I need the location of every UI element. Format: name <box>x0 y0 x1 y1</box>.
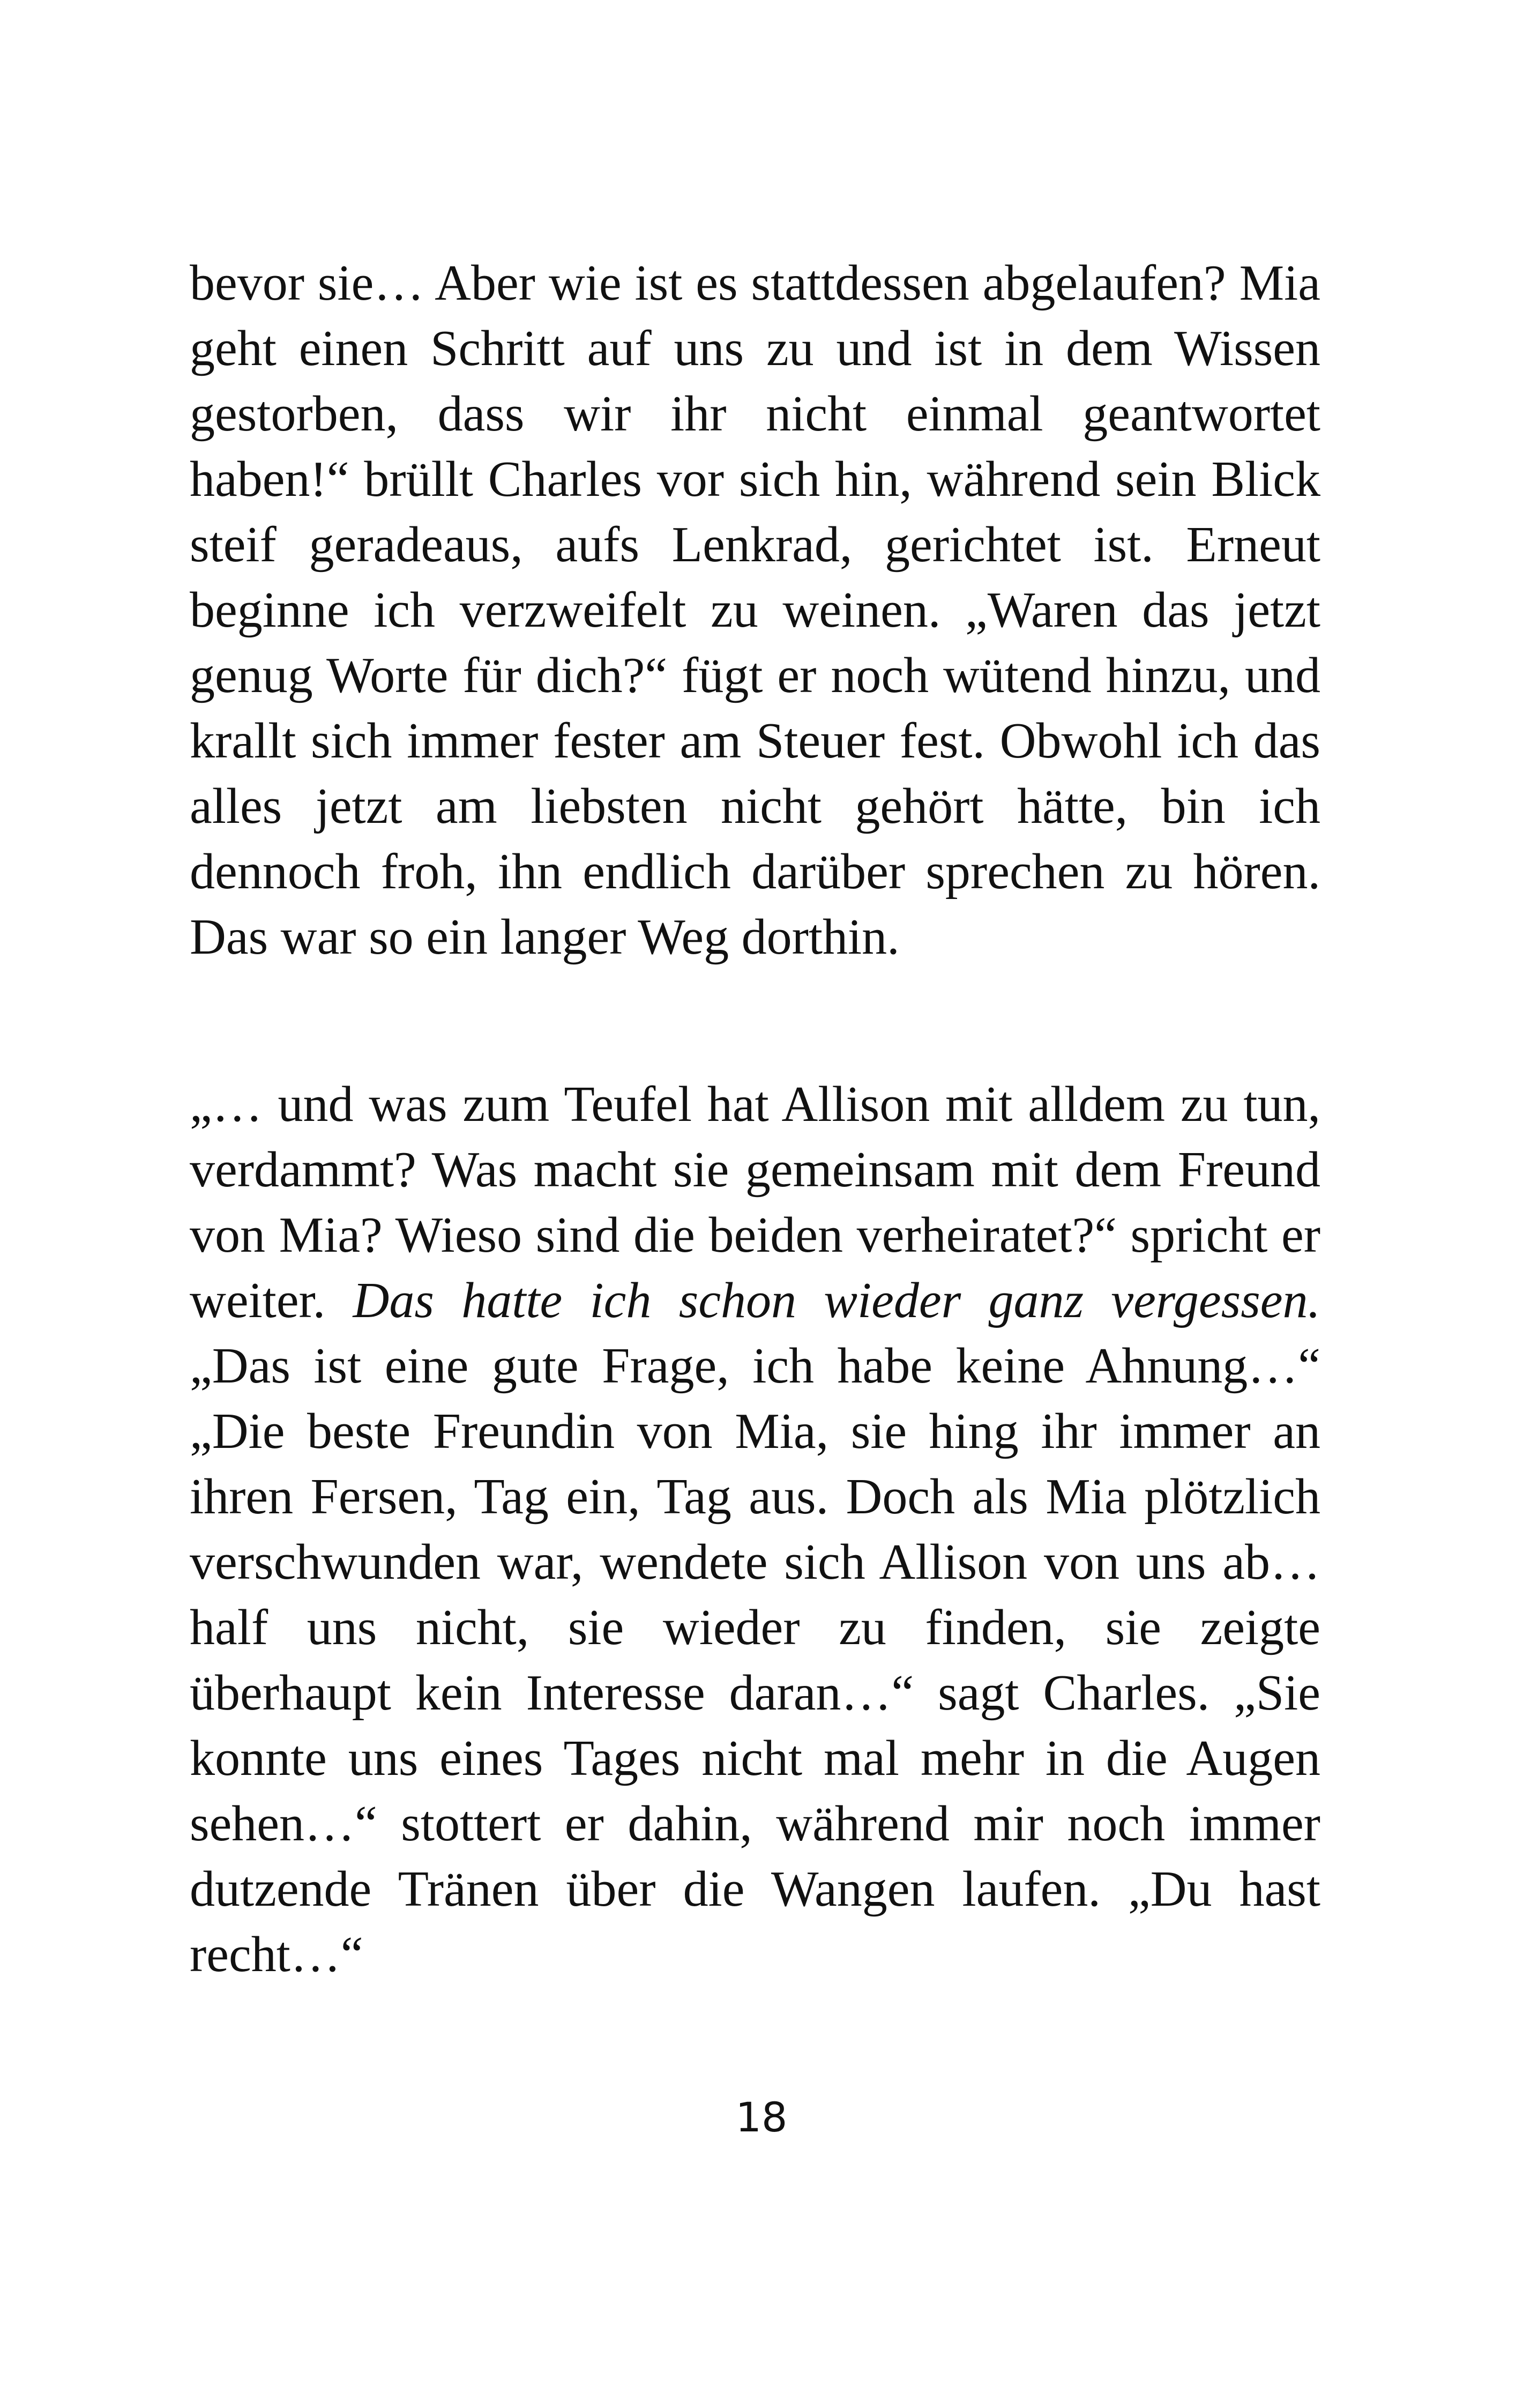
paragraph-2 <box>190 1072 1320 1987</box>
paragraph-2-part-2: „Das ist eine gute Frage, ich habe keine Ahnung…“ „Die beste Freundin von Mia, sie hing ihr immer an ihren Fersen, Tag ein, Tag aus. Doch als Mia plötzlich verschwunden war, wendete sich Allison von uns ab… half uns nicht, sie wieder zu finden, sie zeigte überhaupt kein Interesse daran…“ sagt Charles. „Sie konnte uns eines Tages nicht mal mehr in die Augen sehen…“ stottert er dahin, während mir noch immer dutzende Tränen über die Wangen laufen. „Du hast recht…“ <box>190 1338 1320 1982</box>
paragraph-2-part-1: „… und was zum Teufel hat Allison mit alldem zu tun, verdammt? Was macht sie gemeinsam mit dem Freund von Mia? Wieso sind die beiden verheiratet?“ spricht er weiter. <box>190 1076 1320 1328</box>
page-number: 18 <box>735 2093 788 2141</box>
paragraph-1: bevor sie… Aber wie ist es stattdessen abgelaufen? Mia geht einen Schritt auf uns zu und ist in dem Wissen gestorben, dass wir ihr nicht einmal geantwortet haben!“ brüllt Charles vor sich hin, während sein Blick steif geradeaus, aufs Lenkrad, gerichtet ist. Erneut beginne ich verzweifelt zu weinen. „Waren das jetzt genug Worte für dich?“ fügt er noch wütend hinzu, und krallt sich immer fester am Steuer fest. Obwohl ich das alles jetzt am liebsten nicht gehört hätte, bin ich dennoch froh, ihn endlich darüber sprechen zu hören. Das war so ein langer Weg dorthin. <box>190 255 1320 965</box>
paragraph-2-italic-thought: Das hatte ich schon wieder ganz vergessen. <box>353 1273 1320 1328</box>
